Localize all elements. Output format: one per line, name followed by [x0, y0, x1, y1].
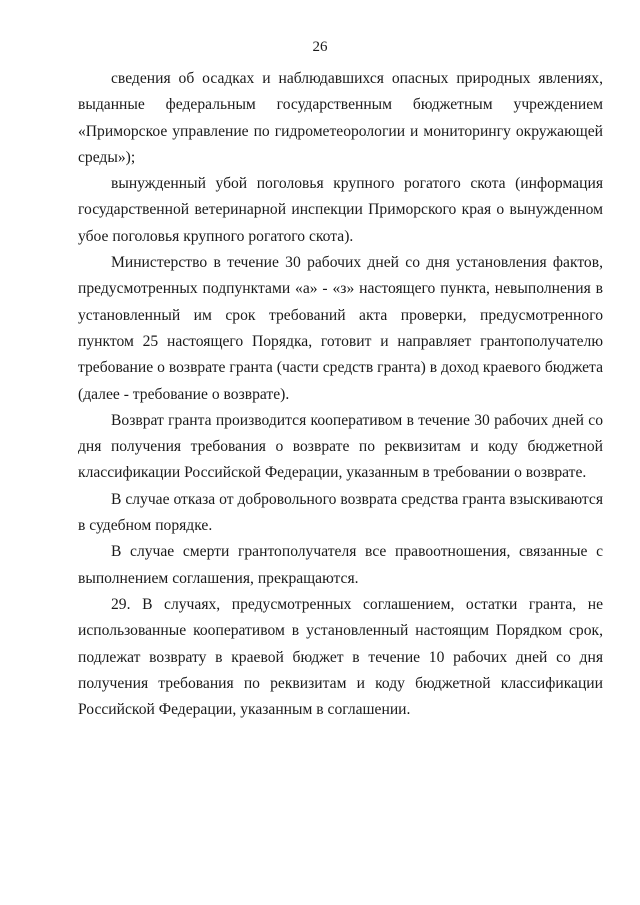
paragraph-precipitation-info: сведения об осадках и наблюдавшихся опасных природных явлениях, выданные федеральным государственным бюджетным учреждением «Приморское управление по гидрометеорологии и мониторингу окружающей среды»); — [78, 70, 603, 166]
document-body — [78, 66, 603, 723]
paragraph-recipient-death: В случае смерти грантополучателя все правоотношения, связанные с выполнением соглашения, прекращаются. — [78, 543, 603, 587]
paragraph-grant-return: Возврат гранта производится кооперативом в течение 30 рабочих дней со дня получения требования о возврате по реквизитам и коду бюджетной классификации Российской Федерации, указанным в требовании о возврате. — [78, 411, 603, 482]
paragraph-ministry-demand: Министерство в течение 30 рабочих дней со дня установления фактов, предусмотренных подпунктами «а» - «з» настоящего пункта, невыполнения в установленный им срок требований акта проверки, предусмотренного пунктом 25 настоящего Порядка, готовит и направляет грантополучателю требование о возврате гранта (части средств гранта) в доход краевого бюджета (далее - требование о возврате). — [78, 254, 603, 403]
page-number: 26 — [312, 39, 328, 55]
paragraph-forced-slaughter: вынужденный убой поголовья крупного рогатого скота (информация государственной ветеринарной инспекции Приморского края о вынужденном убое поголовья крупного рогатого скота). — [78, 175, 603, 245]
paragraph-item-29: 29. В случаях, предусмотренных соглашением, остатки гранта, не использованные кооперативом в установленный настоящим Порядком срок, подлежат возврату в краевой бюджет в течение 10 рабочих дней со дня получения требования по реквизитам и коду бюджетной классификации Российской Федерации, указанным в соглашении. — [78, 595, 603, 719]
paragraph-refusal-recovery: В случае отказа от добровольного возврата средства гранта взыскиваются в судебном порядке. — [78, 490, 603, 535]
